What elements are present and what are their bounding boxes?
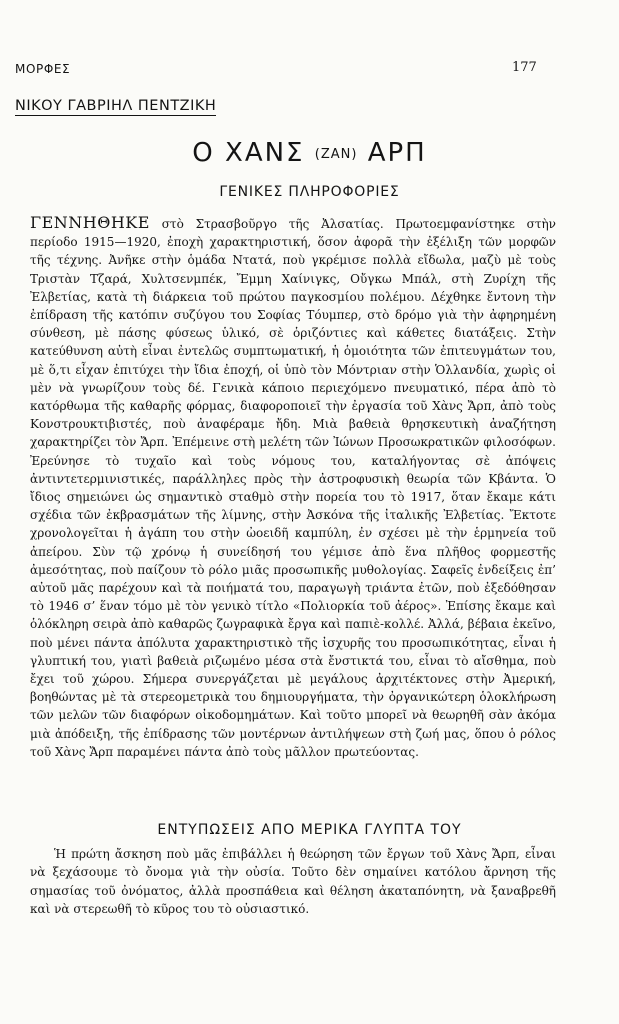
author-byline: ΝΙΚΟΥ ΓΑΒΡΙΗΛ ΠΕΝΤΖΙΚΗ	[15, 98, 217, 114]
running-head: ΜΟΡΦΕΣ	[15, 62, 71, 76]
article-subtitle: ΓΕΝΙΚΕΣ ΠΛΗΡΟΦΟΡΙΕΣ	[219, 184, 400, 200]
first-word: ΓΕΝΝΗΘΗΚΕ	[30, 213, 150, 232]
title-small: (ΖΑΝ)	[314, 147, 358, 162]
section-heading: ΕΝΤΥΠΩΣΕΙΣ ΑΠΟ ΜΕΡΙΚΑ ΓΛΥΠΤΑ ΤΟΥ	[157, 822, 462, 838]
body-paragraph-1	[30, 214, 556, 761]
paragraph-1	[30, 214, 556, 761]
page-number: 177	[512, 60, 537, 75]
title-main-left: Ο ΧΑΝΣ	[192, 138, 305, 168]
paragraph-1-text: στὸ Στρασβοῦργο τῆς Ἀλσατίας. Πρωτοεμφανίστηκε στὴν περίοδο 1915—1920, ἐποχὴ χαρακτηριστική, ὅσον ἀφορᾶ τὴν ἐξέλιξη τῶν μορφῶν τῆς τέχνης. Ἀνῆκε στὴν ὁμάδα Ντατά, ποὺ γκρέμισε πολλὰ εἴδωλα, μαζὺ μὲ τοὺς Τριστὰν Τζαρά, Χυλτσενμπέκ, Ἔμμη Χαίνιγκς, Οὔγκω Μπάλ, στὴ Ζυρίχη τῆς Ἐλβετίας, κατὰ τὴ διάρκεια τοῦ πρώτου παγκοσμίου πολέμου. Δέχθηκε ἔντονη τὴν ἐπίδραση τῆς κατόπιν συζύγου του Σοφίας Τόυμπερ, στὸ δρόμο γιὰ τὴν ἀφηρημένη σύνθεση, μὲ πάσης φύσεως ὑλικό, σὲ ὁριζόντιες καὶ κάθετες διατάξεις. Στὴν κατεύθυνση αὐτὴ εἶναι ἐντελῶς συμπτωματική, ἡ ὁμοιότητα τῶν ἐπιτευγμάτων του, μὲ ὅ,τι εἶχαν ἐπιτύχει τὴν ἴδια ἐποχή, οἱ ὑπὸ τὸν Μόντριαν στὴν Ὁλλανδία, χωρὶς οἱ μὲν νὰ γνωρίζουν τοὺς δέ. Γενικὰ κάποιο περιεχόμενο πνευματικό, πέρα ἀπὸ τὸ κατόρθωμα τῆς καθαρῆς φόρμας, διαφοροποιεῖ τὴν ἐργασία τοῦ Χὰνς Ἄρπ, ἀπὸ τοὺς Κονστρουκτιβιστές, ποὺ ἀναφέραμε ἤδη. Μιὰ βαθειὰ θρησκευτικὴ ἀναζήτηση χαρακτηρίζει τὸν Ἄρπ. Ἐπέμεινε στὴ μελέτη τῶν Ἰώνων Προσωκρατικῶν φιλοσόφων. Ἐρεύνησε τὸ τυχαῖο καὶ τοὺς νόμους του, καταλήγοντας σὲ ἀπόψεις ἀντιντετερμινιστικές, παράλληλες πρὸς τὴν ἀστροφυσικὴ θεωρία τῶν Κβάντα. Ὁ ἴδιος σημειώνει ὡς σημαντικὸ σταθμὸ στὴν πορεία του τὸ 1917, ὅταν ἔκαμε κάτι σχέδια τῶν ἐκβρασμάτων τῆς λίμνης, στὴν Ἀσκόνα τῆς ἰταλικῆς Ἐλβετίας. Ἔκτοτε χρονολογεῖται ἡ ἀγάπη του στὴν ὠοειδῆ καμπύλη, ἐν σχέσει μὲ τὴν ἑρμηνεία τοῦ ἀπείρου. Σὺν τῷ χρόνῳ ἡ συνείδησή του γέμισε ἀπὸ ἕνα πλῆθος φορμεστῆς ἀμεσότητας, ποὺ παίζουν τὸ ρόλο μιᾶς προσωπικῆς μυθολογίας. Σαφεῖς ἐνδείξεις ἐπ’ αὐτοῦ μᾶς παρέχουν καὶ τὰ ποιήματά του, παραγωγὴ τριάντα ἐτῶν, ποὺ ἐξεδόθησαν τὸ 1946 σ’ ἕναν τόμο μὲ τὸν γενικὸ τίτλο «Πολιορκία τοῦ ἀέρος». Ἐπίσης ἔκαμε καὶ ὁλόκληρη σειρὰ ἀπὸ καθαρῶς ζωγραφικὰ ἔργα καὶ παπιὲ-κολλέ. Ἀλλά, βέβαια ἐκεῖνο, ποὺ μένει πάντα ἀπόλυτα χαρακτηριστικὸ τῆς ἰσχυρῆς του προσωπικότητας, εἶναι ἡ γλυπτική του, γιατὶ βαθειὰ ριζωμένο μέσα στὰ ἔνστικτά του, εἶναι τὸ αἴσθημα, ποὺ ἔχει τοῦ χώρου. Σήμερα συνεργάζεται μὲ μεγάλους ἀρχιτέκτονες στὴν Ἀμερική, βοηθώντας μὲ τὰ στερεομετρικὰ του δημιουργήματα, τὴν ὀργανικώτερη ὁλοκλήρωση τῶν μελῶν τῶν διαφόρων οἰκοδομημάτων. Καὶ τοῦτο μπορεῖ νὰ θεωρηθῆ σὰν ἀκόμα μιὰ ἀπόδειξη, τῆς ἐπίδρασης τῶν μοντέρνων ἀντιλήψεων στὴ ζωή μας, ὅπου ὁ ρόλος τοῦ Χὰνς Ἄρπ παραμένει πάντα ἀπὸ τοὺς μᾶλλον πρωτεύοντας.	[30, 217, 556, 759]
article-title	[0, 138, 619, 168]
title-main-right: ΑΡΠ	[367, 138, 427, 168]
body-paragraph-2: Ἡ πρώτη ἄσκηση ποὺ μᾶς ἐπιβάλλει ἡ θεώρηση τῶν ἔργων τοῦ Χὰνς Ἄρπ, εἶναι νὰ ξεχάσουμε τὸ ὄνομα γιὰ τὴν οὐσία. Τοῦτο δὲν σημαίνει κατόλου ἄρνηση τῆς σημασίας τοῦ ὀνόματος, ἀλλὰ προσπάθεια καὶ θέληση ἀκαταπόνητη, νὰ ξαναβρεθῆ καὶ νὰ στερεωθῆ τὸ κῦρος του τὸ οὐσιαστικό.	[30, 847, 556, 917]
